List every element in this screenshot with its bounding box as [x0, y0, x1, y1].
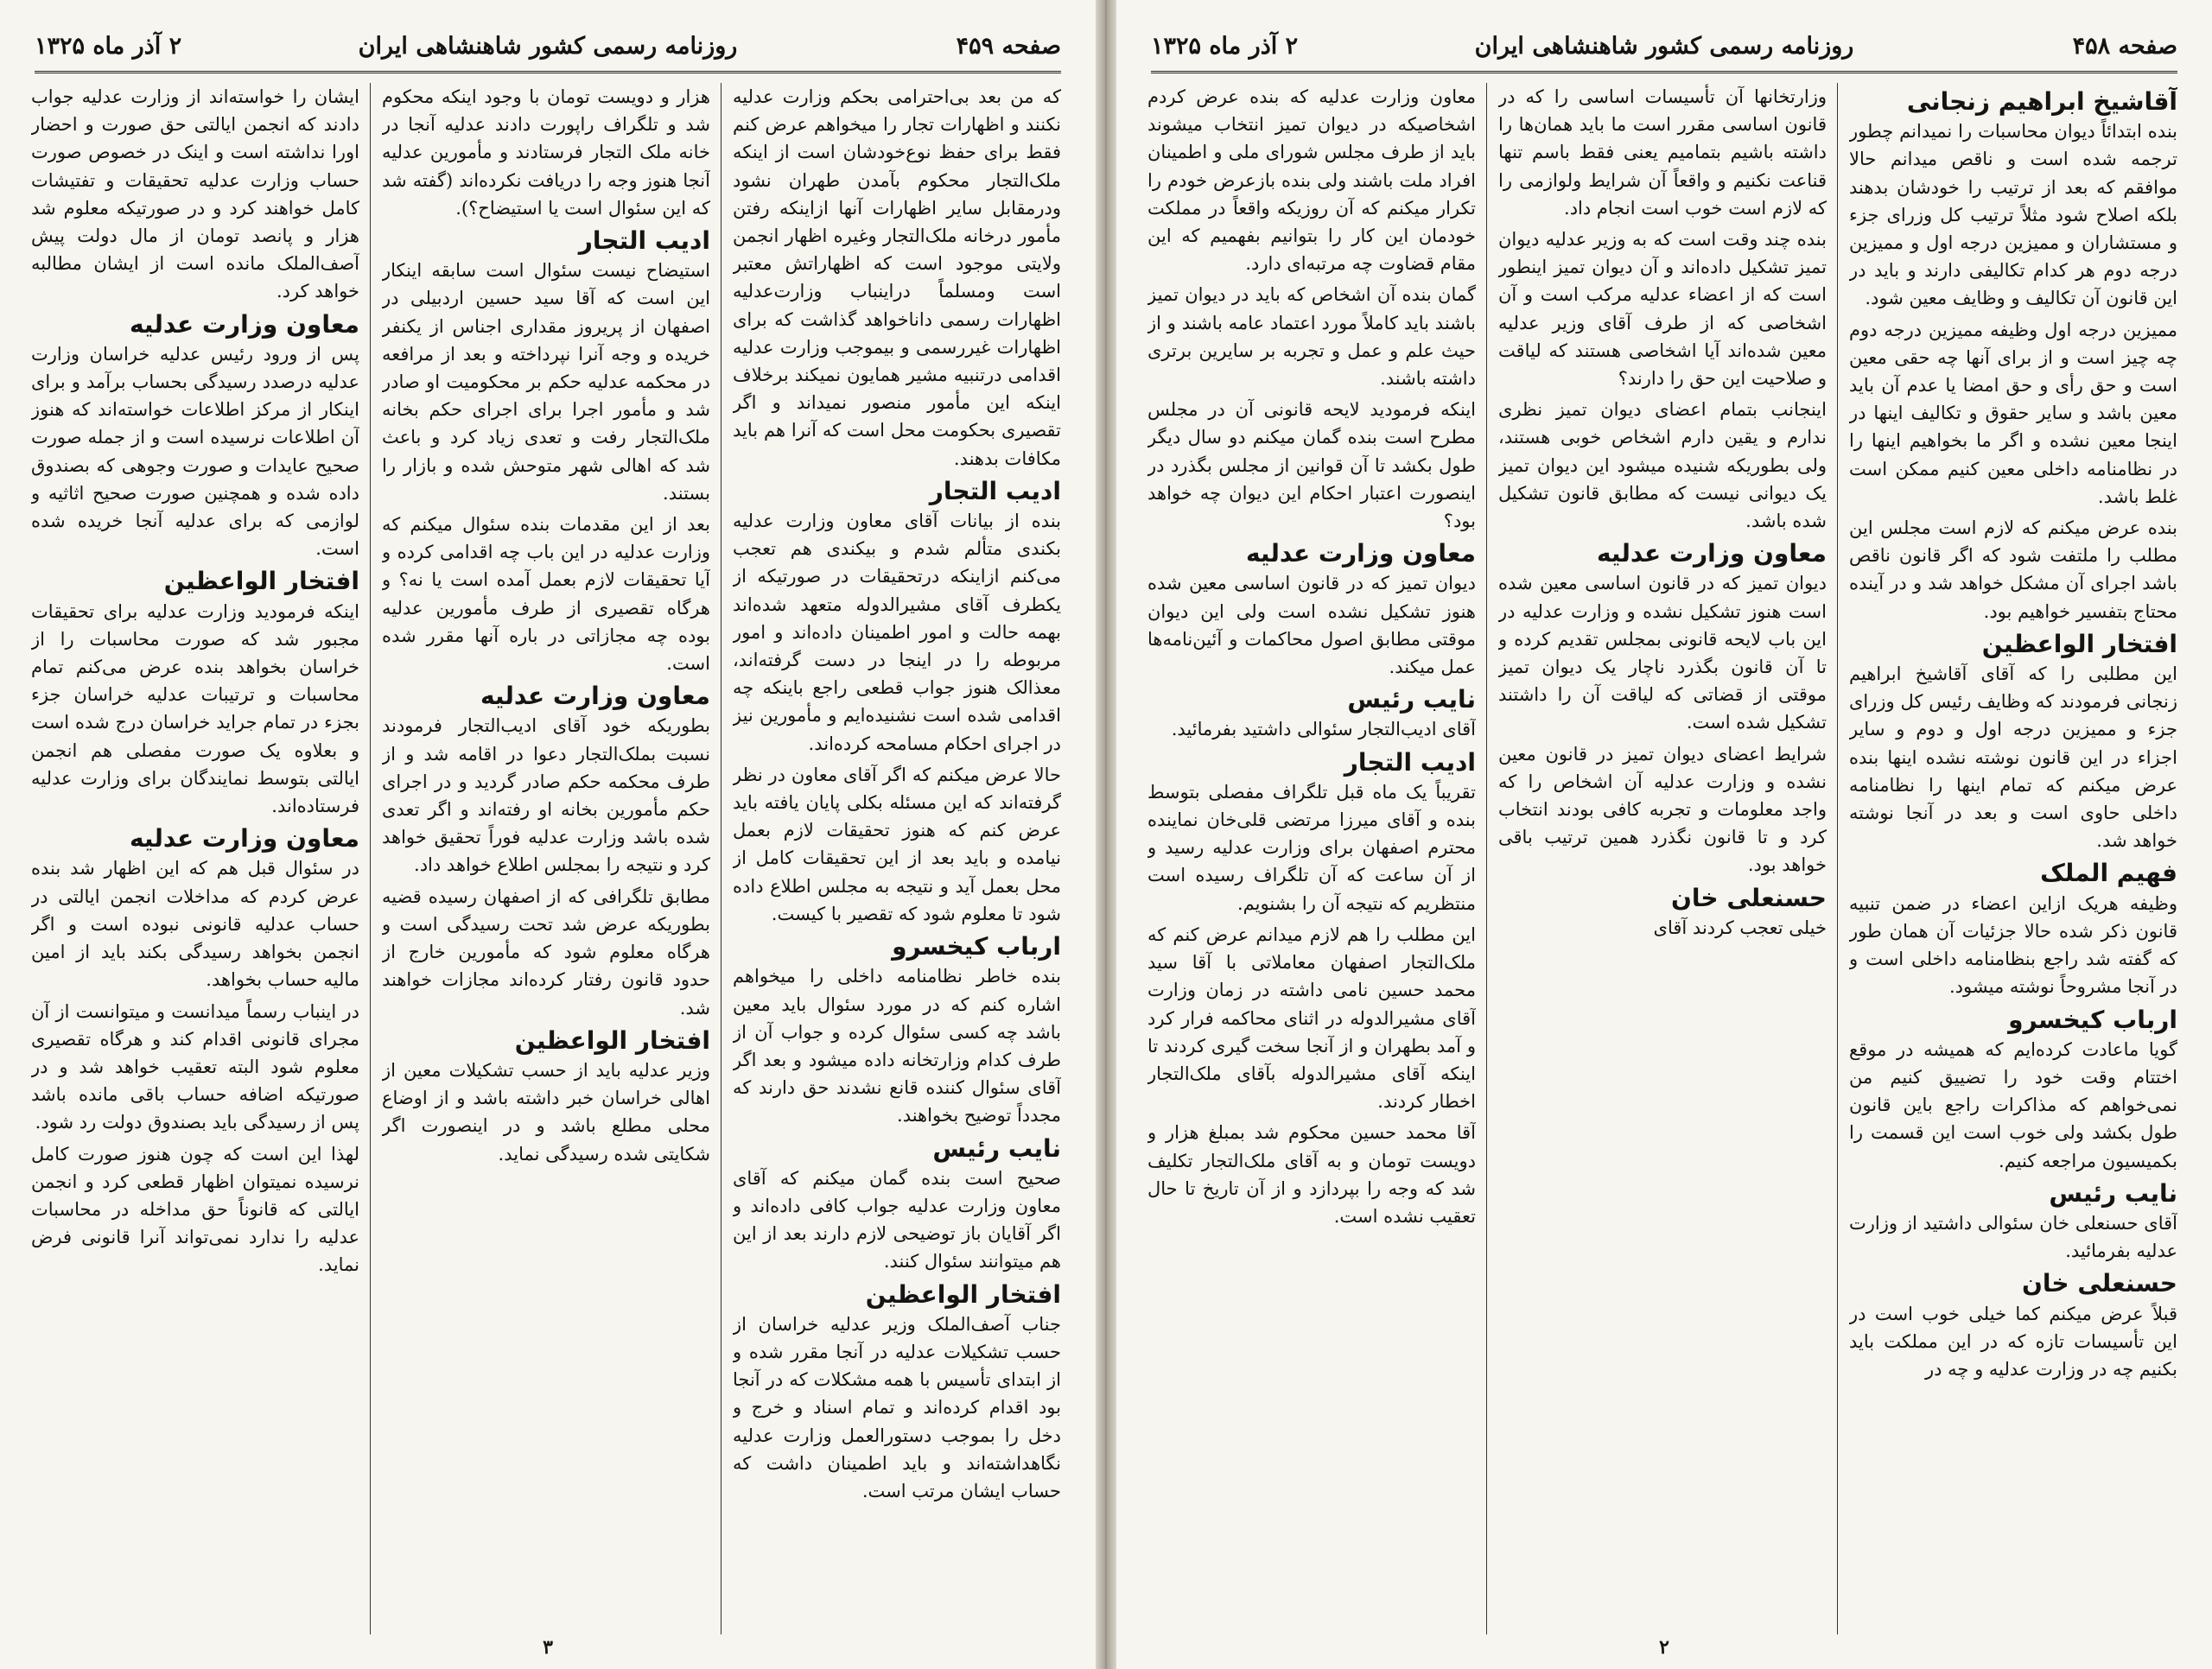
right-masthead	[1151, 26, 2177, 73]
left-columns	[31, 83, 1061, 1634]
paragraph: گویا ماعادت کرده‌ایم که همیشه در موقع اختتام وقت خود را تضییق کنیم من نمی‌خواهم که مذاکرات راجع باین قانون طول بکشد ولی خوب است این قسمت را بکمیسیون مراجعه کنیم.	[1849, 1038, 2177, 1171]
paragraph: خیلی تعجب کردند آقای	[1653, 917, 1827, 938]
paragraph: بطوریکه خود آقای ادیب‌التجار فرمودند نسبت بملک‌التجار دعوا در اقامه شد و از طرف محکمه حکم صادر گردید و در اجرای حکم مأمورین بخانه او رفته‌اند و اگر تعدی شده باشد وزارت عدلیه فوراً تحقیق خواهد کرد و نتیجه را بمجلس اطلاع خواهد داد.	[382, 715, 710, 876]
speaker-heading: افتخار الواعظین	[163, 567, 359, 596]
speaker-heading: ارباب کیخسرو	[2008, 1005, 2177, 1034]
paragraph: بنده خاطر نظامنامه داخلی را میخواهم اشاره کنم که در مورد سئوال باید معین باشد چه کسی سئوال کرده و جواب آن از طرف کدام وزارتخانه داده میشود و بعد اگر آقای سئوال کننده قانع نشدند حق دارند که مجدداً توضیح بخواهند.	[733, 966, 1061, 1126]
left-page-number: ۳	[543, 1636, 553, 1659]
speaker-heading: ادیب التجار	[1344, 747, 1476, 777]
speaker-heading: افتخار الواعظین	[514, 1025, 710, 1055]
left-column-2	[382, 83, 710, 1634]
paragraph: بنده عرض میکنم که لازم است مجلس این مطلب را ملتفت شود که اگر قانون ناقص باشد اجرای آن مشکل خواهد شد و در آینده محتاج بتفسیر خواهیم بود.	[1849, 517, 2177, 622]
paragraph: بنده ابتدائاً دیوان محاسبات را نمیدانم چطور ترجمه شده است و ناقص میدانم حالا موافقم که بعد از ترتیب را خودشان بدهند بلکه اصلاح شود مثلاً ترتیب کل وزرای جزء و مستشاران و ممیزین درجه اول و ممیزین درجه دوم هر کدام تکالیفی دارند و باید در این قانون آن تکالیف و وظایف معین شود.	[1849, 121, 2177, 309]
right-page-label: صفحه ۴۵۸	[2072, 33, 2177, 60]
paragraph: بعد از این مقدمات بنده سئوال میکنم که وزارت عدلیه در این باب چه اقدامی کرده و آیا تحقیقات لازم بعمل آمده است یا نه؟ و هرگاه تقصیری از طرف مأمورین عدلیه بوده چه مجازاتی در باره آنها مقرر شده است.	[382, 514, 710, 675]
speaker-heading: معاون وزارت عدلیه	[480, 682, 710, 711]
paragraph: اینکه فرمودید وزارت عدلیه برای تحقیقات مجبور شد که صورت محاسبات را از خراسان بخواهد بنده عرض می‌کنم تمام محاسبات و ترتیبات عدلیه خراسان جزء بجزء در تمام جراید خراسان درج شده است و بعلاوه یک صورت مفصلی هم انجمن ایالتی بتوسط نمایندگان برای وزارت عدلیه فرستاده‌اند.	[31, 600, 359, 817]
right-newspaper-title: روزنامه رسمی کشور شاهنشاهی ایران	[1474, 33, 1854, 60]
paragraph: دیوان تمیز که در قانون اساسی معین شده است هنوز تشکیل نشده و وزارت عدلیه در این باب لایحه قانونی بمجلس تقدیم کرده و تا آن قانون بگذرد ناچار یک دیوان تمیز موقتی از قضاتی که لیاقت آن را داشتند تشکیل شده است.	[1498, 573, 1827, 733]
right-issue-date: ۲ آذر ماه ۱۳۲۵	[1151, 33, 1299, 60]
speaker-heading: آقاشیخ ابراهیم زنجانی	[1906, 87, 2177, 116]
paragraph: که من بعد بی‌احترامی بحکم وزارت عدلیه نکنند و اظهارات تجار را میخواهم عرض کنم فقط برای حفظ نوع‌خودشان است از اینکه ملک‌التجار محکوم بآمدن طهران نشود ودرمقابل سایر اظهارات آنها ازاینکه رفتن مأمور درخانه ملک‌التجار وغیره اظهار انجمن ولایتی موجود است که اظهاراتش معتبر است ومسلماً دراینباب وزارت‌عدلیه اظهارات رسمی داناخواهد گذاشت که برای اظهارات غیررسمی و بیموجب وزارت عدلیه اقدامی درتنبیه مشیر همایون نمیکند برخلاف اینکه این مأمور منصور نمیداند و اگر تقصیری بحکومت محل است که آنرا هم باید مکافات بدهند.	[733, 86, 1061, 469]
paragraph: آقای حسنعلی خان سئوالی داشتید از وزارت عدلیه بفرمائید.	[1849, 1212, 2177, 1262]
paragraph: گمان بنده آن اشخاص که باید در دیوان تمیز باشند باید کاملاً مورد اعتماد عامه باشند و از حیث علم و عمل و تجربه بر سایرین برتری داشته باشند.	[1147, 284, 1476, 390]
paragraph: قبلاً عرض میکنم کما خیلی خوب است در این تأسیسات تازه که در این مملکت باید بکنیم چه در وزارت عدلیه و چه در	[1849, 1303, 2177, 1380]
paragraph: بنده از بیانات آقای معاون وزارت عدلیه بکندی متألم شدم و بیکندی هم تعجب می‌کنم ازاینکه درتحقیقات در صورتیکه از یکطرف آقای مشیرالدوله متعهد شده‌اند بهمه حالت و امور اطمینان داده‌اند و امور مربوطه را در اینجا در دست گرفته‌اند، معذالک هنوز جواب قطعی راجع باینکه چه اقدامی شده است نشنیده‌ایم و مأمورین نیز در اجرای احکام مسامحه کرده‌اند.	[733, 511, 1061, 754]
speaker-heading: معاون وزارت عدلیه	[1596, 539, 1827, 568]
paragraph: صحیح است بنده گمان میکنم که آقای معاون وزارت عدلیه جواب کافی داده‌اند و اگر آقایان باز توضیحی لازم دارند بعد از این هم میتوانند سئوال کنند.	[733, 1167, 1061, 1272]
left-page-label: صفحه ۴۵۹	[956, 33, 1061, 60]
paragraph: هزار و دویست تومان با وجود اینکه محکوم شد و تلگراف راپورت دادند عدلیه آنجا در خانه ملک التجار فرستادند و مأمورین عدلیه آنجا هنوز وجه را دریافت نکرده‌اند (گفته شد که این سئوال است یا استیضاح؟).	[382, 86, 710, 219]
right-column-1	[1849, 83, 2177, 1634]
paragraph: ایشان را خواسته‌اند از وزارت عدلیه جواب دادند که انجمن ایالتی حق صورت و احضار اورا نداشته است و اینک در خصوص صورت حساب وزارت عدلیه تحقیقات و تفتیشات کامل خواهند کرد و در صورتیکه معلوم شد هزار و پانصد تومان از مال دولت پیش آصف‌الملک مانده است از ایشان مطالبه خواهد کرد.	[31, 86, 359, 302]
speaker-heading: نایب رئیس	[2049, 1178, 2177, 1208]
column-divider	[1837, 83, 1838, 1634]
book-gutter	[1096, 0, 1116, 1669]
speaker-heading: ارباب کیخسرو	[892, 932, 1061, 961]
left-column-1	[733, 83, 1061, 1634]
paragraph: بنده چند وقت است که به وزیر عدلیه دیوان تمیز تشکیل داده‌اند و آن دیوان تمیز اینطور است که از اعضاء عدلیه مرکب است و آن اشخاصی که از طرف آقای وزیر عدلیه معین شده‌اند آیا اشخاصی هستند که لیاقت و صلاحیت این حق را دارند؟	[1498, 229, 1827, 390]
paragraph: وزیر عدلیه باید از حسب تشکیلات معین از اهالی خراسان خبر داشته باشد و از اوضاع محلی مطلع باشد و در اینصورت اگر شکایتی شده رسیدگی نماید.	[382, 1059, 710, 1164]
speaker-heading: حسنعلی خان	[1670, 883, 1827, 912]
speaker-heading: ادیب التجار	[929, 476, 1061, 505]
left-newspaper-title: روزنامه رسمی کشور شاهنشاهی ایران	[358, 33, 738, 60]
paragraph: حالا عرض میکنم که اگر آقای معاون در نظر گرفته‌اند که این مسئله بکلی پایان یافته باید عرض کنم که هنوز تحقیقات لازم بعمل نیامده و باید بعد از این تحقیقات کامل از محل بعمل آید و نتیجه به مجلس اطلاع داده شود تا معلوم شود که تقصیر با کیست.	[733, 764, 1061, 924]
speaker-heading: نایب رئیس	[1347, 685, 1476, 714]
right-columns	[1147, 83, 2177, 1634]
right-page-number: ۲	[1659, 1636, 1669, 1659]
left-page	[0, 0, 1096, 1669]
column-divider	[1486, 83, 1487, 1634]
paragraph: این مطلبی را که آقای آقاشیخ ابراهیم زنجانی فرمودند که وظایف رئیس کل وزرای جزء و ممیزین درجه اول و دوم و سایر اجزاء در این قانون نوشته نشده اینها بنده عرض میکنم که تمام اینها را نظامنامه داخلی حاوی است و بعد در آنجا نوشته خواهد شد.	[1849, 663, 2177, 852]
paragraph: لهذا این است که چون هنوز صورت کامل نرسیده نمیتوان اظهار قطعی کرد و انجمن ایالتی که قانوناً حق مداخله در محاسبات عدلیه را ندارد نمی‌تواند آنرا قانونی فرض نماید.	[31, 1143, 359, 1276]
speaker-heading: افتخار الواعظین	[1981, 629, 2177, 658]
speaker-heading: افتخار الواعظین	[865, 1279, 1061, 1309]
speaker-heading: فهیم الملک	[2040, 859, 2177, 888]
paragraph: آقا محمد حسین محکوم شد بمبلغ هزار و دویست تومان و به آقای ملک‌التجار تکلیف شد که وجه را بپردازد و از آن تاریخ تا حال تعقیب نشده است.	[1147, 1122, 1476, 1227]
paragraph: آقای ادیب‌التجار سئوالی داشتید بفرمائید.	[1171, 719, 1476, 740]
speaker-heading: معاون وزارت عدلیه	[129, 309, 359, 339]
paragraph: در اینباب رسماً میدانست و میتوانست از آن مجرای قانونی اقدام کند و هرگاه تقصیری معلوم شود البته تعقیب خواهد شد و در صورتیکه اضافه حساب باقی مانده باشد پس از رسیدگی باید بصندوق دولت رد شود.	[31, 1000, 359, 1133]
paragraph: شرایط اعضای دیوان تمیز در قانون معین نشده و وزارت عدلیه آن اشخاص را که واجد معلومات و تجربه کافی بودند انتخاب کرد و تا قانون نگذرد همین ترتیب باقی خواهد بود.	[1498, 743, 1827, 876]
paragraph: وزارتخانها آن تأسیسات اساسی را که در قانون اساسی مقرر است ما باید همان‌ها را داشته باشیم بتمامیم یعنی فقط باسم تنها قناعت نکنیم و واقعاً آن شرایط ولوازمی را که لازم است خوب است انجام داد.	[1498, 86, 1827, 219]
paragraph: پس از ورود رئیس عدلیه خراسان وزارت عدلیه درصدد رسیدگی بحساب برآمد و برای اینکار از مرکز اطلاعات خواسته‌اند که هنوز آن اطلاعات نرسیده است و از جمله صورت صحیح عایدات و صورت وجوهی که بصندوق داده شده و همچنین صورت صحیح اثاثیه و لوازمی که برای عدلیه آنجا خریده شده است.	[31, 343, 359, 560]
paragraph: این مطلب را هم لازم میدانم عرض کنم که ملک‌التجار اصفهان معاملاتی با آقا سید محمد حسین نامی داشته در زمان وزارت آقای مشیرالدوله در اثنای محاکمه فرار کرد و آمد بطهران و از آنجا سخت گیری کردند تا اینکه آقای مشیرالدوله بآقای ملک‌التجار اخطار کردند.	[1147, 923, 1476, 1113]
column-divider	[370, 83, 371, 1634]
left-column-3	[31, 83, 359, 1634]
paragraph: دیوان تمیز که در قانون اساسی معین شده هنوز تشکیل نشده است ولی این دیوان موقتی مطابق اصول محاکمات و آئین‌نامه‌ها عمل میکند.	[1147, 573, 1476, 678]
left-masthead	[35, 26, 1061, 73]
speaker-heading: معاون وزارت عدلیه	[1245, 539, 1476, 568]
speaker-heading: حسنعلی خان	[2021, 1269, 2177, 1298]
paragraph: تقریباً یک ماه قبل تلگراف مفصلی بتوسط بنده و آقای میرزا مرتضی قلی‌خان نماینده محترم اصفهان برای وزارت عدلیه رسید و از آن ساعت که آن تلگراف رسیده است منتظریم که نتیجه آن را بشنویم.	[1147, 781, 1476, 914]
speaker-heading: نایب رئیس	[932, 1133, 1061, 1163]
paragraph: مطابق تلگرافی که از اصفهان رسیده قضیه بطوریکه عرض شد تحت رسیدگی است و هرگاه معلوم شود که مأمورین خارج از حدود قانون رفتار کرده‌اند مجازات خواهند شد.	[382, 885, 710, 1019]
right-column-3	[1147, 83, 1476, 1634]
paragraph: معاون وزارت عدلیه که بنده عرض کردم اشخاصیکه در دیوان تمیز انتخاب میشوند باید از طرف مجلس شورای ملی و اطمینان افراد ملت باشند ولی بنده بازعرض خودم را تکرار میکنم که آن روزیکه واقعاً در مملکت خودمان این کار را بتوانیم بفهمیم که این مقام قضاوت چه مرتبه‌ای دارد.	[1147, 86, 1476, 275]
paragraph: وظیفه هریک ازاین اعضاء در ضمن تنبیه قانون ذکر شده حالا جزئیات آن همان طور که گفته شد راجع بنظامنامه داخلی است و در آنجا مشروحاً نوشته میشود.	[1849, 892, 2177, 998]
right-page	[1116, 0, 2212, 1669]
right-column-2	[1498, 83, 1827, 1634]
paragraph: ممیزین درجه اول وظیفه ممیزین درجه دوم چه چیز است و از برای آنها چه حقی معین است و حق رأی و حق امضا یا عدم آن باید معین باشد و سایر حقوق و تکالیف اینها در اینجا معین نشده و اگر ما بخواهیم اینها را در نظامنامه داخلی معین کنیم ممکن است غلط باشد.	[1849, 319, 2177, 507]
speaker-heading: ادیب التجار	[578, 226, 710, 256]
paragraph: اینکه فرمودید لایحه قانونی آن در مجلس مطرح است بنده گمان میکنم دو سال دیگر طول بکشد تا آن قوانین از مجلس بگذرد در اینصورت اعتبار احکام این دیوان چه خواهد بود؟	[1147, 399, 1476, 532]
paragraph: جناب آصف‌الملک وزیر عدلیه خراسان از حسب تشکیلات عدلیه در آنجا مقرر شده و از ابتدای تأسیس با همه مشکلات که در آنجا بود اقدام کرده‌اند و تمام اسناد و خرج و دخل را بموجب دستورالعمل وزارت عدلیه نگاهداشته‌اند و باید اطمینان داشت که حساب ایشان مرتب است.	[733, 1313, 1061, 1501]
paragraph: اینجانب بتمام اعضای دیوان تمیز نظری ندارم و یقین دارم اشخاص خوبی هستند، ولی بطوریکه شنیده میشود این دیوان تمیز یک دیوانی نیست که مطابق قانون تشکیل شده باشد.	[1498, 399, 1827, 532]
paragraph: استیضاح نیست سئوال است سابقه اینکار این است که آقا سید حسین اردبیلی در اصفهان از پریروز مقداری اجناس از یکنفر خریده و وجه آنرا نپرداخته و بعد از مرافعه در محکمه عدلیه حکم بر محکومیت او صادر شد و مأمور اجرا برای اجرای حکم بخانه ملک‌التجار رفت و تعدی زیاد کرد و باعث شد که اهالی شهر متوحش شده و بازار را بستند.	[382, 260, 710, 504]
left-issue-date: ۲ آذر ماه ۱۳۲۵	[35, 33, 182, 60]
speaker-heading: معاون وزارت عدلیه	[129, 824, 359, 854]
paragraph: در سئوال قبل هم که این اظهار شد بنده عرض کردم که مداخلات انجمن ایالتی در حساب عدلیه قانونی نبوده است و اگر انجمن بخواهد رسیدگی بکند باید از امین مالیه حساب بخواهد.	[31, 858, 359, 991]
